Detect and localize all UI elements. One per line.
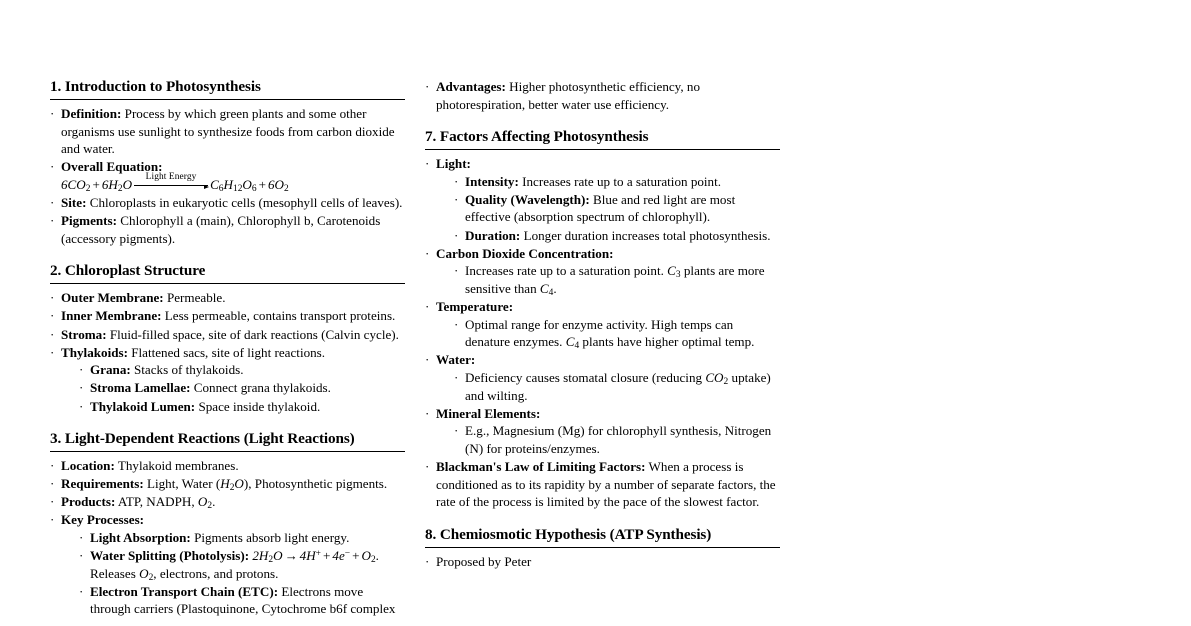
list-item — [454, 173, 780, 191]
item-text-post: . Releases $O_2$, electrons, and protons. — [90, 548, 379, 583]
list-item — [50, 289, 405, 307]
item-text-pre: Deficiency causes stomatal closure (reducing — [465, 369, 706, 385]
nested-list — [79, 529, 405, 618]
bullet-icon: · — [425, 245, 430, 261]
item-label: Duration: — [465, 227, 521, 243]
heading-rule — [50, 99, 405, 100]
list-item — [50, 326, 405, 344]
item-label: Overall Equation: — [61, 159, 163, 175]
item-label: Thylakoids: — [61, 344, 128, 360]
item-text: Chlorophyll a (main), Chlorophyll b, Carotenoids (accessory pigments). — [61, 213, 381, 246]
list-item — [50, 212, 405, 247]
math-co2: $CO_2$ — [705, 369, 729, 388]
item-label: Stroma: — [61, 326, 107, 342]
bullet-icon: · — [454, 263, 459, 279]
item-label: Definition: — [61, 105, 122, 121]
bullet-icon: · — [454, 227, 459, 243]
overall-equation — [61, 172, 405, 195]
two-column-body — [50, 78, 780, 626]
item-label: Intensity: — [465, 173, 519, 189]
math-c3: $C_3$ — [667, 263, 681, 281]
bullet-icon: · — [50, 159, 55, 175]
section-2 — [50, 262, 405, 415]
item-text: Higher photosynthetic efficiency, no photorespiration, better water use efficiency. — [436, 79, 701, 112]
photolysis-equation: $2H_2O \to 4H^+ + 4e^- + O_2$ — [252, 548, 376, 566]
bullet-icon: · — [50, 290, 55, 306]
item-text: Permeable. — [166, 290, 226, 306]
item-text: Proposed by Peter — [436, 553, 532, 569]
section-7-list — [425, 155, 780, 511]
section-1 — [50, 78, 405, 247]
bullet-icon: · — [454, 369, 459, 385]
list-item — [454, 227, 780, 245]
bullet-icon: · — [425, 79, 430, 94]
bullet-icon: · — [454, 316, 459, 332]
item-label: Light Absorption: — [90, 529, 191, 545]
item-label: Blackman's Law of Limiting Factors: — [436, 459, 646, 475]
list-item — [50, 493, 405, 511]
list-item — [50, 158, 405, 193]
section-3-list — [50, 457, 405, 618]
item-label: Light: — [436, 156, 471, 172]
bullet-icon: · — [50, 326, 55, 342]
list-item — [425, 351, 780, 404]
bullet-icon: · — [79, 548, 84, 564]
item-text-pre: Increases rate up to a saturation point. — [465, 263, 668, 279]
item-text: Process by which green plants and some other organisms use sunlight to synthesize foods from carbon dioxide and water. — [61, 105, 395, 157]
item-label: Temperature: — [436, 299, 514, 315]
math-o2: $O_2$ — [197, 494, 213, 512]
section-7 — [425, 128, 780, 511]
section-1-list — [50, 105, 405, 247]
bullet-icon: · — [425, 459, 430, 475]
item-label: Grana: — [90, 362, 131, 378]
left-column — [50, 78, 405, 626]
list-item — [454, 191, 780, 226]
item-text-pre: Light, Water ( — [146, 476, 221, 492]
nested-list — [454, 422, 780, 457]
equation-reactants: $6CO_2 + 6H_2O$ — [61, 176, 133, 195]
bullet-icon: · — [50, 105, 55, 121]
arrow-line — [134, 185, 208, 186]
list-item — [50, 511, 405, 618]
arrow-label: Light Energy — [145, 172, 197, 183]
bullet-icon: · — [50, 512, 55, 528]
item-label: Requirements: — [61, 476, 144, 492]
section-continuation — [425, 78, 780, 113]
section-heading: 2. Chloroplast Structure — [50, 262, 206, 280]
item-text-mid: plants are more sensitive than — [465, 263, 765, 296]
item-text: Flattened sacs, site of light reactions. — [131, 344, 326, 360]
bullet-icon: · — [50, 213, 55, 229]
nested-list — [454, 369, 780, 404]
nested-list — [454, 173, 780, 244]
list-item — [79, 398, 405, 416]
continuation-list — [425, 78, 780, 113]
nested-list — [454, 316, 780, 351]
item-label: Products: — [61, 494, 116, 510]
list-item — [425, 298, 780, 351]
section-8-list — [425, 553, 780, 571]
equation-products: $C_6H_{12}O_6 + 6O_2$ — [210, 176, 289, 195]
list-item — [79, 547, 405, 582]
math-h2o: $H_2O$ — [220, 476, 244, 494]
bullet-icon: · — [425, 352, 430, 368]
bullet-icon: · — [50, 476, 55, 492]
item-text: Thylakoid membranes. — [117, 458, 239, 474]
item-text: Space inside thylakoid. — [198, 398, 321, 414]
item-text-post: ), Photosynthetic pigments. — [243, 476, 388, 492]
item-text: Electrons move through carriers (Plastoquinone, Cytochrome b6f complex — [90, 583, 396, 617]
item-text: When a process is conditioned as to its rapidity by a number of separate factors, the rate of the process is limited by the pace of the slowest factor. — [436, 459, 776, 510]
math-c4: $C_4$ — [565, 334, 580, 352]
section-heading: 8. Chemiosmotic Hypothesis (ATP Synthesis) — [425, 525, 712, 543]
item-label: Thylakoid Lumen: — [90, 398, 196, 414]
list-item — [425, 78, 780, 113]
item-label: Key Processes: — [61, 512, 145, 528]
item-text-pre: Optimal range for enzyme activity. High temps can denature enzymes. — [465, 316, 734, 350]
list-item — [50, 457, 405, 475]
list-item — [454, 422, 780, 457]
bullet-icon: · — [79, 398, 84, 414]
bullet-icon: · — [79, 583, 84, 599]
item-text: Stacks of thylakoids. — [134, 362, 244, 378]
item-text: Chloroplasts in eukaryotic cells (mesophyll cells of leaves). — [89, 195, 403, 211]
heading-rule — [425, 149, 780, 150]
item-label: Mineral Elements: — [436, 405, 541, 421]
item-label: Advantages: — [436, 79, 506, 94]
item-label: Quality (Wavelength): — [465, 191, 590, 207]
list-item — [425, 405, 780, 458]
item-text: Blue and red light are most effective (absorption spectrum of chlorophyll). — [465, 191, 736, 225]
item-label: Site: — [61, 195, 87, 211]
section-8 — [425, 526, 780, 571]
item-label: Electron Transport Chain (ETC): — [90, 583, 279, 599]
item-text-post: uptake) and wilting. — [465, 369, 771, 403]
nested-list — [79, 361, 405, 415]
bullet-icon: · — [454, 173, 459, 189]
list-item — [425, 458, 780, 511]
right-column — [425, 78, 780, 626]
list-item — [50, 105, 405, 158]
list-item — [79, 379, 405, 397]
bullet-icon: · — [425, 553, 430, 569]
item-text: E.g., Magnesium (Mg) for chlorophyll synthesis, Nitrogen (N) for proteins/enzymes. — [465, 423, 772, 456]
item-text: Connect grana thylakoids. — [193, 380, 331, 396]
item-text: Longer duration increases total photosynthesis. — [523, 227, 771, 243]
math-c4: $C_4$ — [539, 280, 554, 298]
heading-rule — [50, 283, 405, 284]
bullet-icon: · — [50, 308, 55, 324]
reaction-arrow-icon — [134, 172, 208, 189]
item-text-post: . — [212, 494, 216, 510]
item-text: Less permeable, contains transport proteins. — [164, 308, 396, 324]
item-label: Pigments: — [61, 213, 118, 229]
item-label: Inner Membrane: — [61, 308, 162, 324]
section-heading: 1. Introduction to Photosynthesis — [50, 78, 261, 95]
list-item — [425, 155, 780, 244]
bullet-icon: · — [79, 529, 84, 545]
heading-rule — [50, 451, 405, 452]
bullet-icon: · — [79, 362, 84, 378]
bullet-icon: · — [79, 380, 84, 396]
bullet-icon: · — [50, 344, 55, 360]
section-3 — [50, 430, 405, 618]
arrow-head — [204, 185, 209, 189]
item-text: Increases rate up to a saturation point. — [522, 173, 722, 189]
item-text-post: . — [553, 280, 557, 296]
list-item — [454, 262, 780, 297]
section-2-list — [50, 289, 405, 415]
section-heading: 3. Light-Dependent Reactions (Light Reactions) — [50, 430, 355, 448]
bullet-icon: · — [425, 299, 430, 315]
item-label: Stroma Lamellae: — [90, 380, 191, 396]
item-label: Outer Membrane: — [61, 290, 164, 306]
item-label: Carbon Dioxide Concentration: — [436, 245, 614, 261]
section-heading: 7. Factors Affecting Photosynthesis — [425, 128, 649, 146]
bullet-icon: · — [50, 494, 55, 510]
item-label: Water: — [436, 352, 476, 368]
list-item — [454, 369, 780, 404]
bullet-icon: · — [425, 405, 430, 421]
list-item — [79, 361, 405, 379]
list-item — [79, 529, 405, 547]
list-item — [454, 316, 780, 351]
bullet-icon: · — [454, 423, 459, 439]
list-item — [50, 475, 405, 493]
list-item — [50, 307, 405, 325]
item-text-pre: ATP, NADPH, — [117, 494, 198, 510]
bullet-icon: · — [50, 458, 55, 474]
list-item — [425, 553, 780, 571]
list-item — [50, 194, 405, 212]
bullet-icon: · — [454, 191, 459, 207]
bullet-icon: · — [50, 195, 55, 211]
bullet-icon: · — [425, 156, 430, 172]
item-text: Pigments absorb light energy. — [194, 529, 350, 545]
nested-list — [454, 262, 780, 297]
list-item — [79, 583, 405, 618]
list-item — [50, 344, 405, 415]
list-item — [425, 245, 780, 298]
item-text: Fluid-filled space, site of dark reactions (Calvin cycle). — [109, 326, 399, 342]
heading-rule — [425, 547, 780, 548]
item-label: Location: — [61, 458, 115, 474]
item-text-post: plants have higher optimal temp. — [579, 334, 755, 350]
item-label: Water Splitting (Photolysis): — [90, 548, 250, 564]
